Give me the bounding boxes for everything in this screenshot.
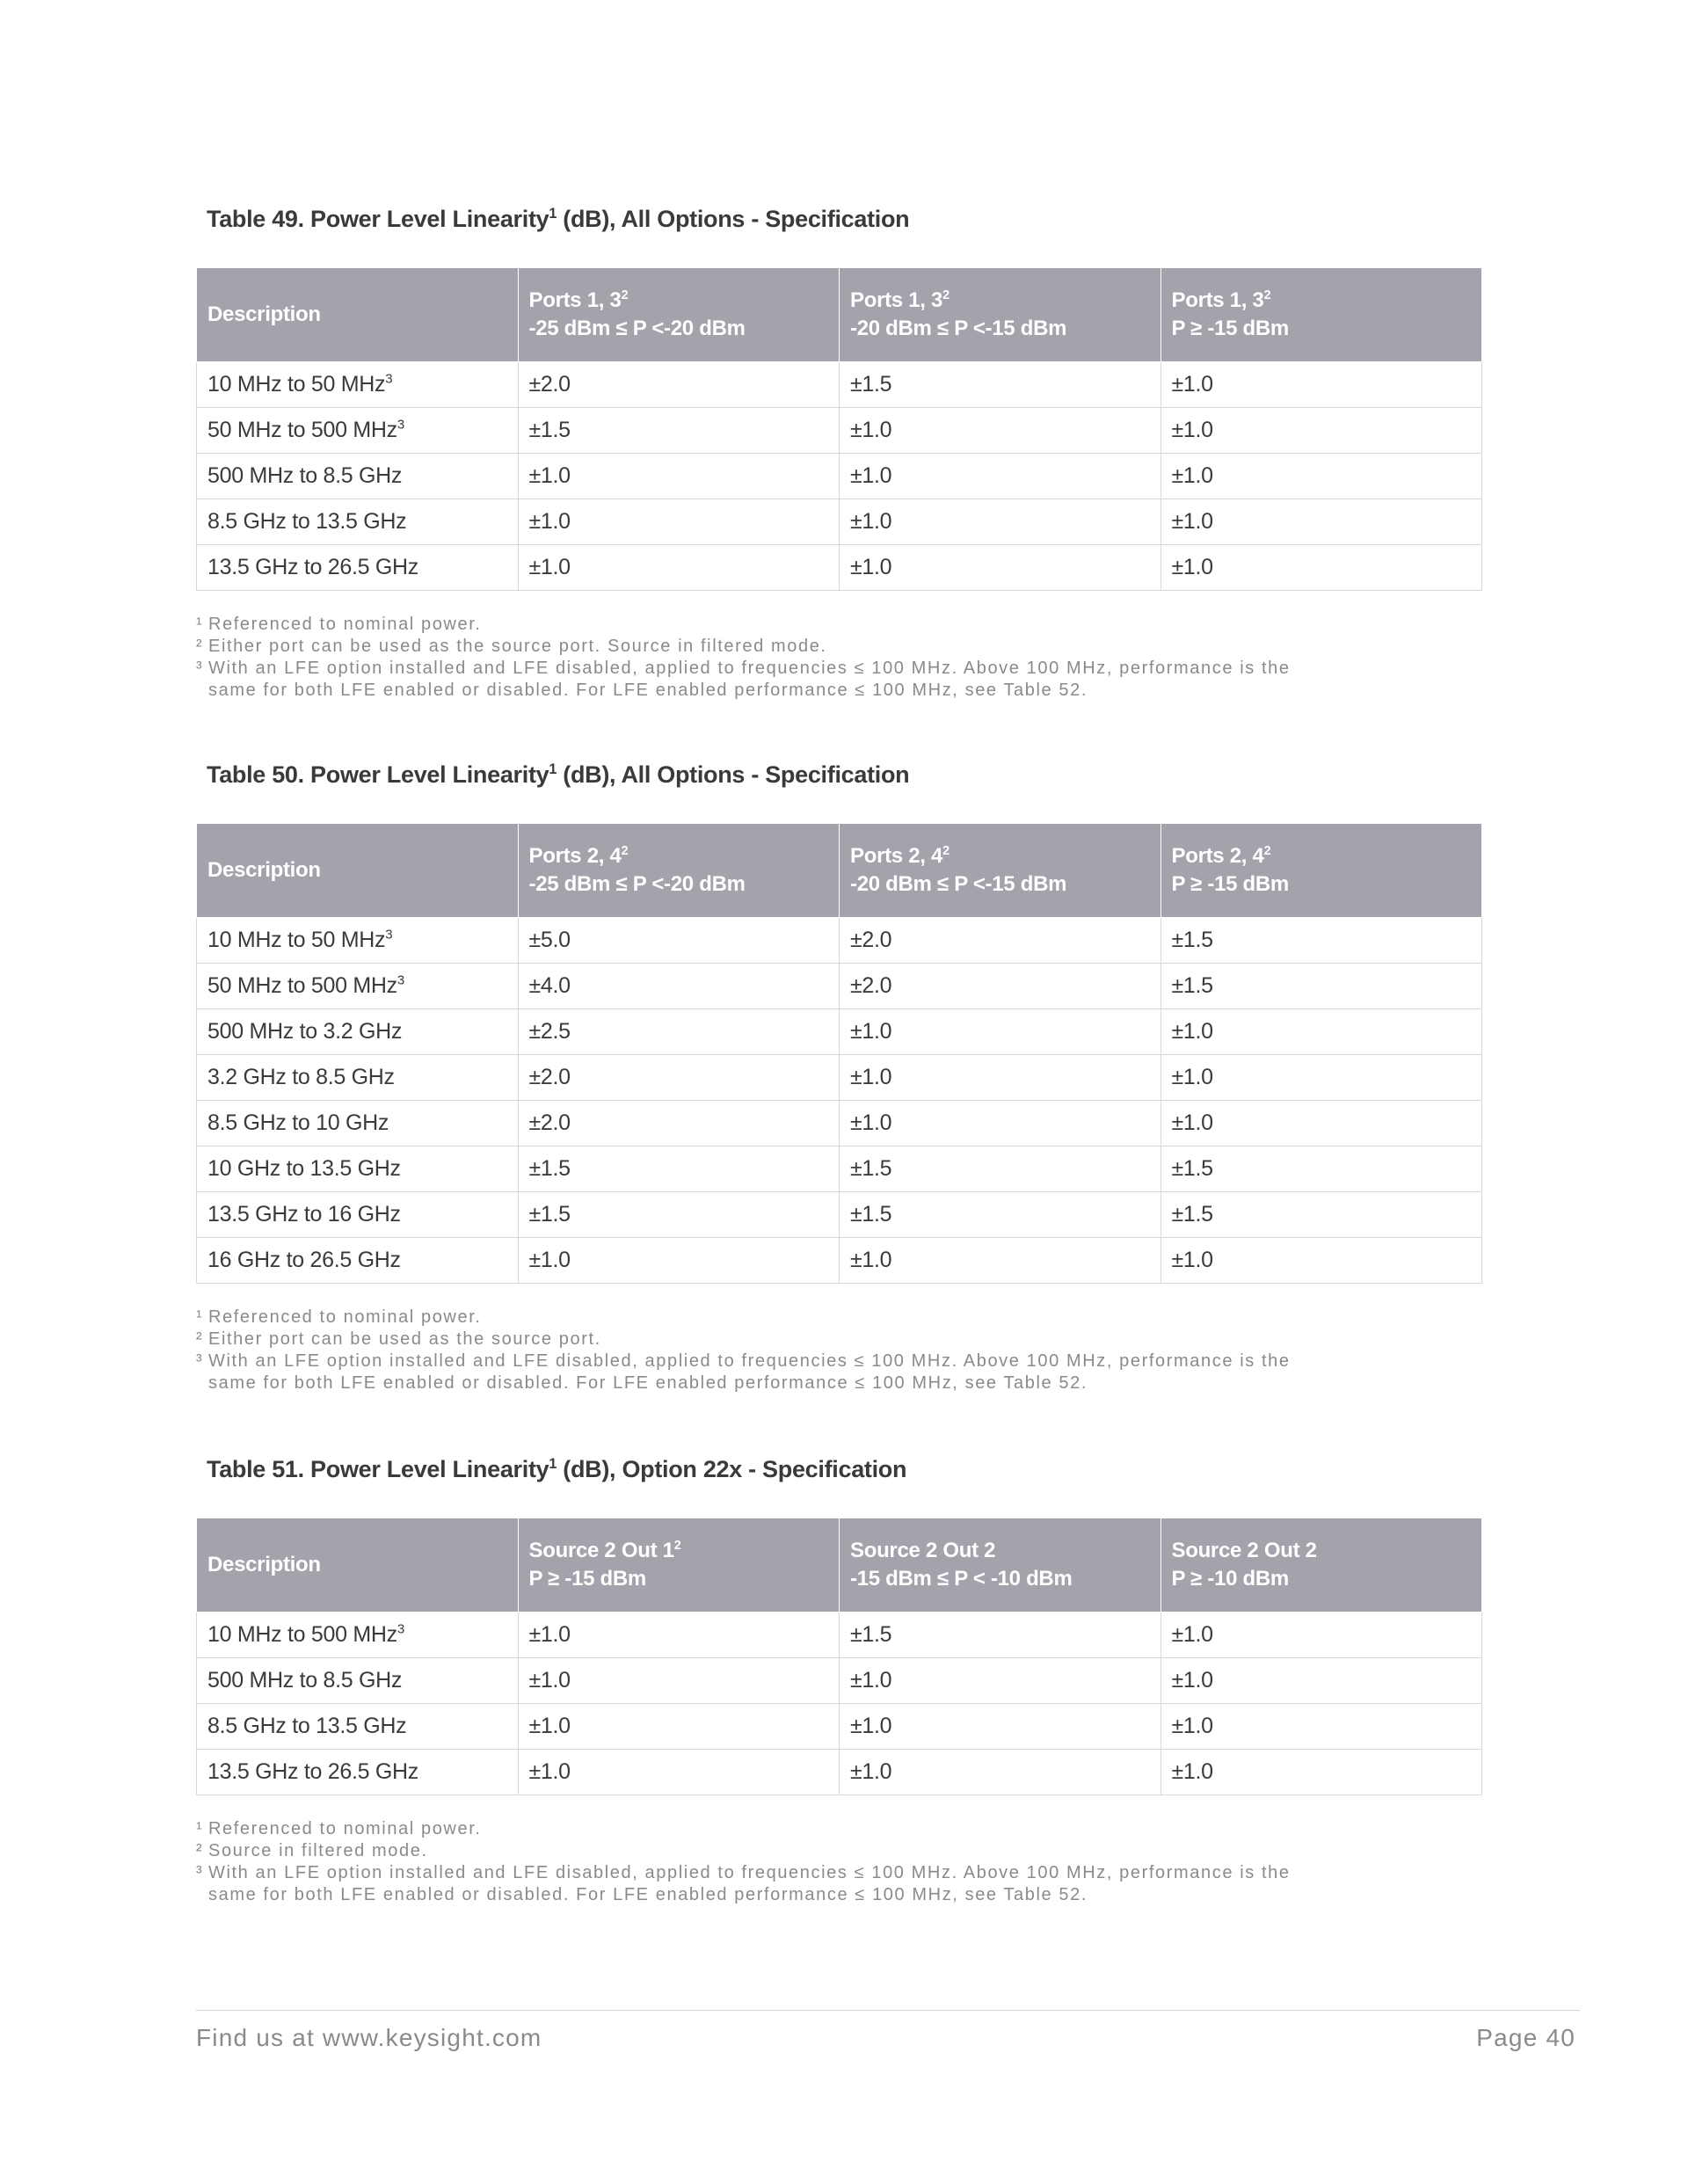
value-cell: ±1.0 [1160,1055,1482,1101]
value-cell: ±1.5 [518,1192,840,1238]
desc-cell: 16 GHz to 26.5 GHz [197,1238,519,1284]
value-cell: ±1.5 [518,408,840,454]
value-cell: ±1.5 [518,1147,840,1192]
table-row [197,1147,1482,1192]
value-cell: ±1.0 [840,1704,1161,1750]
value-cell: ±1.0 [518,1750,840,1795]
table-header-row [197,824,1482,918]
value-cell: ±1.0 [1160,545,1482,591]
table-title: Table 50. Power Level Linearity$^1$ (dB), All Options - Specification [207,761,910,788]
desc-cell: 8.5 GHz to 13.5 GHz [197,1704,519,1750]
header-cell: Ports 1, $3^2$ P ≥ -15 dBm [1160,268,1482,362]
table-49-section [196,204,1481,702]
desc-cell: 8.5 GHz to 10 GHz [197,1101,519,1147]
value-cell: ±5.0 [518,918,840,964]
value-cell: ±1.0 [840,408,1161,454]
table-row [197,1238,1482,1284]
table-row [197,408,1482,454]
table-row [197,499,1482,545]
table-50-section [196,760,1481,1394]
footnote: ³ With an LFE option installed and LFE disabled, applied to frequencies ≤ 100 MHz. Above 100 MHz, performance is the same for both LFE enabled or disabled. For LFE enabled performance ≤ 100 MHz, see Table 52. [196,659,1291,700]
header-cell: Source 2 Out 2 P ≥ -10 dBm [1160,1518,1482,1613]
value-cell: ±2.0 [518,1101,840,1147]
value-cell: ±1.5 [1160,1147,1482,1192]
value-cell: ±1.0 [840,1658,1161,1704]
table-row [197,1192,1482,1238]
desc-cell: 13.5 GHz to 16 GHz [197,1192,519,1238]
value-cell: ±1.5 [1160,918,1482,964]
value-cell: ±1.0 [518,499,840,545]
header-cell: Ports 2, $4^2$ -25 dBm ≤ P <-20 dBm [518,824,840,918]
desc-cell: 50 MHz to 500 MHz$^3$ [197,964,519,1009]
footer-website-text: Find us at www.keysight.com [196,2024,542,2051]
table-row [197,1009,1482,1055]
table-51-section [196,1454,1481,1906]
table-row [197,964,1482,1009]
desc-cell: 10 MHz to 50 MHz$^3$ [197,918,519,964]
footnotes [196,614,1481,702]
value-cell: ±1.0 [1160,1658,1482,1704]
table-row [197,1613,1482,1658]
spec-table [196,267,1482,591]
table-title: Table 51. Power Level Linearity$^1$ (dB), Option 22x - Specification [207,1456,907,1482]
value-cell: ±1.0 [518,1238,840,1284]
table-row [197,362,1482,408]
header-cell: Ports 1, $3^2$ -20 dBm ≤ P <-15 dBm [840,268,1161,362]
desc-cell: 3.2 GHz to 8.5 GHz [197,1055,519,1101]
value-cell: ±1.0 [1160,1101,1482,1147]
table-row [197,1704,1482,1750]
spec-table [196,1518,1482,1795]
value-cell: ±1.0 [1160,1750,1482,1795]
footnote: ² Source in filtered mode. [196,1841,428,1860]
value-cell: ±1.0 [518,1613,840,1658]
footnote: ¹ Referenced to nominal power. [196,615,482,634]
header-cell: Source 2 Out 2 -15 dBm ≤ P < -10 dBm [840,1518,1161,1613]
value-cell: ±1.0 [840,454,1161,499]
header-cell: Source 2 Out $1^2$ P ≥ -15 dBm [518,1518,840,1613]
value-cell: ±1.5 [840,1147,1161,1192]
value-cell: ±1.0 [518,1658,840,1704]
table-row [197,545,1482,591]
value-cell: ±1.5 [1160,964,1482,1009]
value-cell: ±1.0 [1160,362,1482,408]
desc-cell: 10 GHz to 13.5 GHz [197,1147,519,1192]
value-cell: ±1.5 [1160,1192,1482,1238]
header-cell: Description [197,268,519,362]
value-cell: ±1.5 [840,362,1161,408]
table-row [197,1750,1482,1795]
value-cell: ±1.0 [840,545,1161,591]
header-cell: Ports 1, $3^2$ -25 dBm ≤ P <-20 dBm [518,268,840,362]
value-cell: ±1.0 [1160,454,1482,499]
footnotes [196,1818,1481,1906]
table-header-row [197,1518,1482,1613]
value-cell: ±1.0 [518,454,840,499]
value-cell: ±1.5 [840,1192,1161,1238]
footer-divider [196,2010,1580,2011]
table-row [197,1101,1482,1147]
value-cell: ±2.5 [518,1009,840,1055]
value-cell: ±1.0 [1160,1238,1482,1284]
table-title: Table 49. Power Level Linearity$^1$ (dB), All Options - Specification [207,206,910,232]
desc-cell: 500 MHz to 8.5 GHz [197,454,519,499]
value-cell: ±1.0 [840,1238,1161,1284]
value-cell: ±2.0 [518,362,840,408]
footnote: ¹ Referenced to nominal power. [196,1307,482,1327]
desc-cell: 500 MHz to 8.5 GHz [197,1658,519,1704]
value-cell: ±2.0 [840,918,1161,964]
header-cell: Description [197,1518,519,1613]
header-cell: Ports 2, $4^2$ P ≥ -15 dBm [1160,824,1482,918]
value-cell: ±2.0 [518,1055,840,1101]
value-cell: ±1.0 [1160,408,1482,454]
value-cell: ±1.0 [840,1009,1161,1055]
footnote: ³ With an LFE option installed and LFE disabled, applied to frequencies ≤ 100 MHz. Above 100 MHz, performance is the same for both LFE enabled or disabled. For LFE enabled performance ≤ 100 MHz, see Table 52. [196,1351,1291,1393]
table-row [197,1658,1482,1704]
value-cell: ±4.0 [518,964,840,1009]
value-cell: ±1.0 [840,499,1161,545]
spec-table [196,823,1482,1284]
table-row [197,1055,1482,1101]
value-cell: ±1.0 [1160,1704,1482,1750]
table-row [197,454,1482,499]
footnotes [196,1307,1481,1394]
desc-cell: 500 MHz to 3.2 GHz [197,1009,519,1055]
footnote: ² Either port can be used as the source port. [196,1329,601,1349]
value-cell: ±2.0 [840,964,1161,1009]
desc-cell: 10 MHz to 50 MHz$^3$ [197,362,519,408]
value-cell: ±1.0 [1160,1613,1482,1658]
value-cell: ±1.5 [840,1613,1161,1658]
value-cell: ±1.0 [1160,1009,1482,1055]
desc-cell: 10 MHz to 500 MHz$^3$ [197,1613,519,1658]
desc-cell: 50 MHz to 500 MHz$^3$ [197,408,519,454]
value-cell: ±1.0 [518,545,840,591]
value-cell: ±1.0 [840,1101,1161,1147]
value-cell: ±1.0 [518,1704,840,1750]
table-header-row [197,268,1482,362]
header-cell: Ports 2, $4^2$ -20 dBm ≤ P <-15 dBm [840,824,1161,918]
footnote: ¹ Referenced to nominal power. [196,1819,482,1838]
value-cell: ±1.0 [840,1750,1161,1795]
desc-cell: 13.5 GHz to 26.5 GHz [197,545,519,591]
footnote: ² Either port can be used as the source port. Source in filtered mode. [196,637,827,656]
footnote: ³ With an LFE option installed and LFE disabled, applied to frequencies ≤ 100 MHz. Above 100 MHz, performance is the same for both LFE enabled or disabled. For LFE enabled performance ≤ 100 MHz, see Table 52. [196,1863,1291,1904]
value-cell: ±1.0 [840,1055,1161,1101]
header-cell: Description [197,824,519,918]
footer-page-number: Page 40 [1476,2024,1575,2051]
table-row [197,918,1482,964]
desc-cell: 13.5 GHz to 26.5 GHz [197,1750,519,1795]
desc-cell: 8.5 GHz to 13.5 GHz [197,499,519,545]
value-cell: ±1.0 [1160,499,1482,545]
